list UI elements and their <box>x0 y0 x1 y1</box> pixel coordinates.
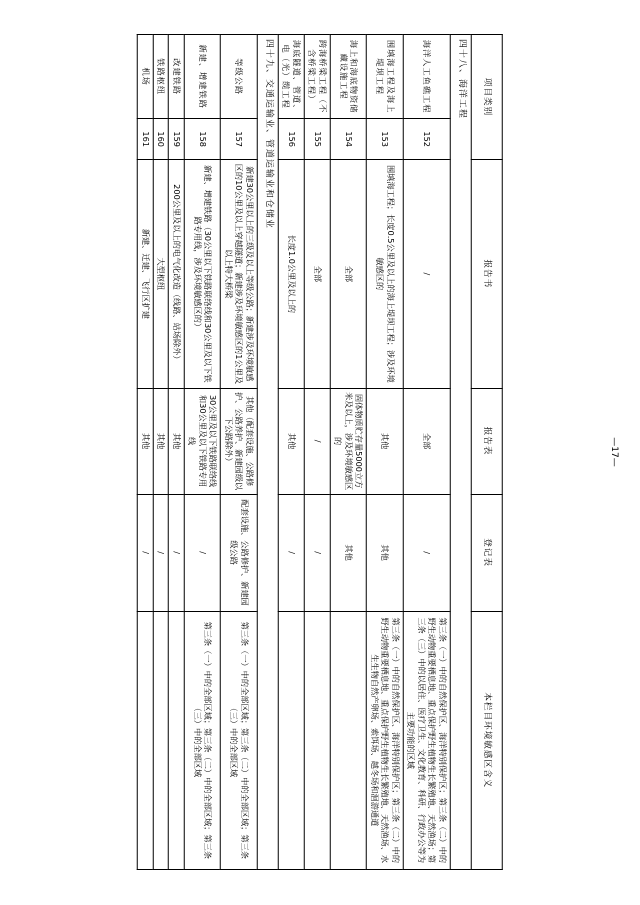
cell-report-form: 其他 <box>138 388 154 494</box>
page-number-holder <box>594 0 634 905</box>
table-row <box>304 35 330 870</box>
cell-env-sensitive <box>153 611 169 869</box>
cell-report-book: 围填海工程；长度0.5公里及以上的海上堤坝工程；涉及环境敏感区的 <box>367 160 404 388</box>
cell-registration-form: / <box>169 494 185 611</box>
cell-report-book: 新建、迁建、飞行区扩建 <box>138 160 154 388</box>
cell-report-form: / <box>304 388 330 494</box>
header-report-book: 报告书 <box>471 160 502 388</box>
cell-report-book: 新建、增建铁路（30公里以下铁路联络线和30公里及以下铁路专用线，涉及环境敏感区的） <box>184 160 221 388</box>
cell-env-sensitive <box>330 611 367 869</box>
table-row <box>169 35 185 870</box>
cell-item-number: 154 <box>330 119 367 160</box>
header-row <box>471 35 502 870</box>
page-number: —17— <box>609 437 619 467</box>
table-row <box>221 35 258 870</box>
cell-category: 海洋人工鱼礁工程 <box>403 35 450 119</box>
cell-category: 等级公路 <box>221 35 258 119</box>
cell-env-sensitive <box>138 611 154 869</box>
cell-category: 铁路枢纽 <box>153 35 169 119</box>
cell-report-form: 固体物质贮存量5000立方米及以上，涉及环境敏感区的 <box>330 388 367 494</box>
table-row <box>138 35 154 870</box>
cell-category: 改建铁路 <box>169 35 185 119</box>
cell-item-number: 155 <box>304 119 330 160</box>
cell-report-book: 全部 <box>304 160 330 388</box>
cell-registration-form: / <box>184 494 221 611</box>
cell-item-number: 160 <box>153 119 169 160</box>
cell-report-form: 其他 <box>153 388 169 494</box>
header-category: 项目类别 <box>471 35 502 160</box>
section-title: 四十八、海洋工程 <box>450 35 471 870</box>
cell-registration-form: / <box>304 494 330 611</box>
cell-env-sensitive: 第三条（一）中的全部区域；第三条（二）中的全部区域；第三条（三）中的全部区域 <box>221 611 258 869</box>
cell-report-book: 新建30公里以上的三级及以上等级公路；新建涉及环境敏感区的10公里及以上穿越隧道；新建涉及环境敏感区的1公里及以上特大桥梁 <box>221 160 258 388</box>
cell-env-sensitive <box>169 611 185 869</box>
cell-registration-form: 其他 <box>330 494 367 611</box>
header-report-form: 报告表 <box>471 388 502 494</box>
cell-report-book: 200公里及以上的电气化改造（线路、站场除外） <box>169 160 185 388</box>
table-row <box>367 35 404 870</box>
regulation-table <box>137 34 503 870</box>
cell-report-form: 全部 <box>403 388 450 494</box>
cell-item-number: 158 <box>184 119 221 160</box>
section-title: 四十九、交通运输业、管道运输业和仓储业 <box>257 35 278 870</box>
cell-category: 海上和海底物资储藏设施工程 <box>330 35 367 119</box>
cell-registration-form: / <box>153 494 169 611</box>
table-row <box>153 35 169 870</box>
table-header <box>471 35 502 870</box>
rotated-table-container <box>137 34 503 870</box>
cell-env-sensitive: 第三条（一）中的自然保护区、海洋特别保护区；第三条（二）中的野生动物重要栖息地、重点保护野生植物生长繁殖地、天然渔场；第三条（三）中的以居住、医疗卫生、文化教育、科研、行政办公等为主要功能的区域 <box>403 611 450 869</box>
cell-env-sensitive: 第三条（一）中的自然保护区、海洋特别保护区；第三条（二）中的野生动物重要栖息地、重点保护野生植物生长繁殖地、天然渔场、水生生物自然产卵场、索饵场、越冬场和洄游通道 <box>367 611 404 869</box>
cell-report-form: 其他（配套设施、公路修护、公路养护、新建园级以下公路除外） <box>221 388 258 494</box>
cell-item-number: 156 <box>278 119 304 160</box>
cell-registration-form: / <box>138 494 154 611</box>
cell-registration-form: 配套设施、公路修护、新建园级公路 <box>221 494 258 611</box>
cell-registration-form: 其他 <box>367 494 404 611</box>
cell-report-form: 其他 <box>367 388 404 494</box>
cell-registration-form: / <box>403 494 450 611</box>
table-row <box>184 35 221 870</box>
header-registration-form: 登记表 <box>471 494 502 611</box>
cell-category: 海底隧道、管道、电（光）缆工程 <box>278 35 304 119</box>
cell-report-form: 其他 <box>169 388 185 494</box>
table-section-row <box>257 35 278 870</box>
cell-category: 新建、增建铁路 <box>184 35 221 119</box>
cell-category: 跨海桥梁工程（不含桥梁工程） <box>304 35 330 119</box>
cell-report-book: 大型枢纽 <box>153 160 169 388</box>
table-body <box>138 35 472 870</box>
cell-item-number: 161 <box>138 119 154 160</box>
table-section-row <box>450 35 471 870</box>
cell-report-book: 全部 <box>330 160 367 388</box>
cell-report-book: / <box>403 160 450 388</box>
cell-item-number: 152 <box>403 119 450 160</box>
cell-env-sensitive: 第三条（一）中的全部区域；第三条（二）中的全部区域；第三条（三）中的全部区域 <box>184 611 221 869</box>
cell-category: 机场 <box>138 35 154 119</box>
table-row <box>330 35 367 870</box>
cell-item-number: 159 <box>169 119 185 160</box>
cell-report-form: 30公里及以下铁路联络线和30公里及以下铁路专用线 <box>184 388 221 494</box>
cell-report-form: 其他 <box>278 388 304 494</box>
cell-env-sensitive <box>278 611 304 869</box>
cell-item-number: 157 <box>221 119 258 160</box>
table-row <box>278 35 304 870</box>
header-env-sensitive: 本栏目环境敏感区含义 <box>471 611 502 869</box>
cell-env-sensitive <box>304 611 330 869</box>
cell-registration-form: / <box>278 494 304 611</box>
cell-report-book: 长度1.0公里及以上的 <box>278 160 304 388</box>
cell-item-number: 153 <box>367 119 404 160</box>
table-row <box>403 35 450 870</box>
cell-category: 围填海工程及海上堤坝工程 <box>367 35 404 119</box>
